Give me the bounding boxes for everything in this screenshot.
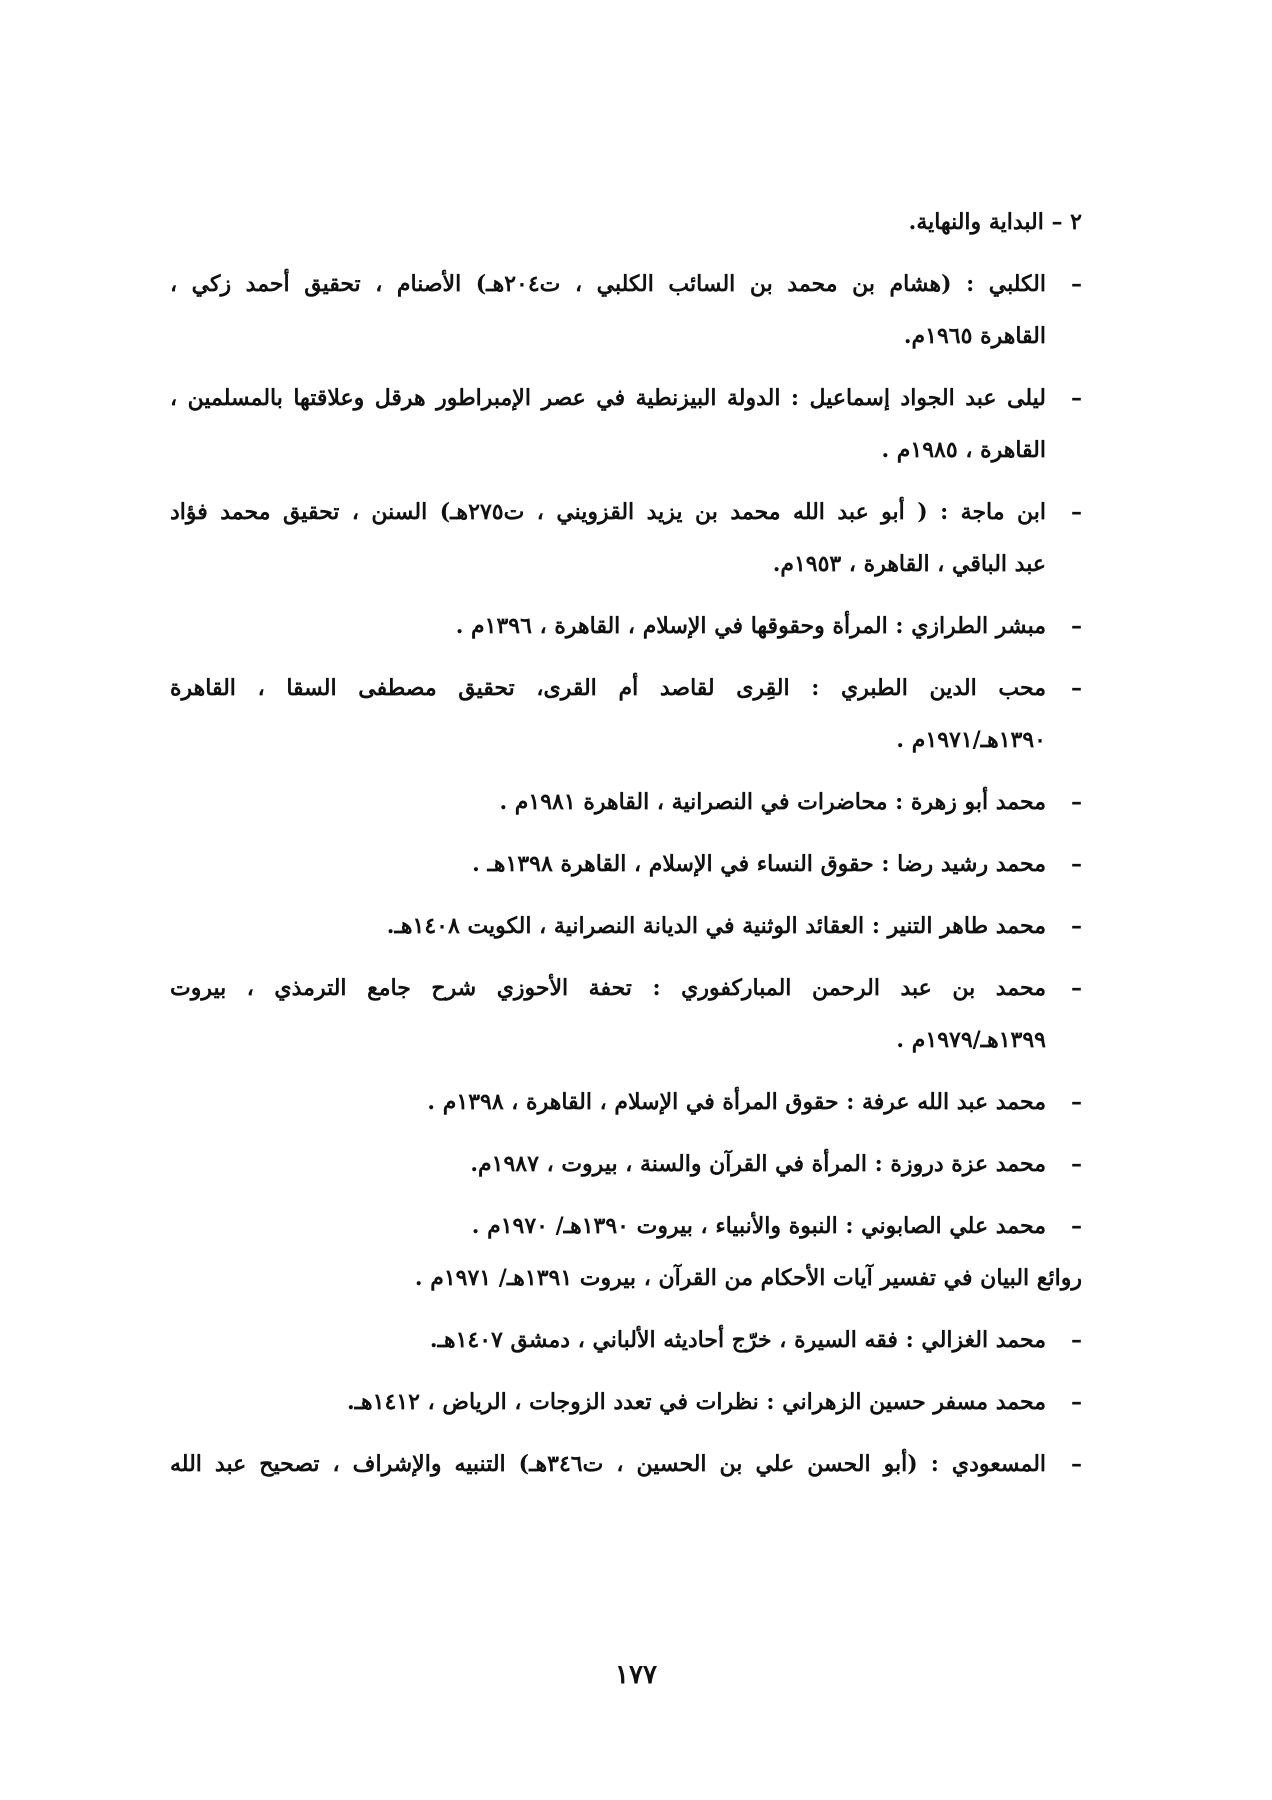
entry-line: محمد عبد الله عرفة : حقوق المرأة في الإسلام ، القاهرة ، ١٣٩٨م . <box>427 1089 1046 1115</box>
entry-line: ١٣٩٩هـ/١٩٧٩م . <box>896 1027 1046 1053</box>
entry-line: القاهرة ١٩٦٥م. <box>903 323 1046 349</box>
entry-line: مبشر الطرازي : المرأة وحقوقها في الإسلام ، القاهرة ، ١٣٩٦م . <box>455 613 1046 639</box>
bibliography-entry <box>170 258 1082 362</box>
bibliography-entry <box>170 1314 1082 1366</box>
dash-bullet: – <box>1071 913 1082 939</box>
entry-line: ابن ماجة : ( أبو عبد الله محمد بن يزيد القزويني ، ت٢٧٥هـ) السنن ، تحقيق محمد فؤاد <box>170 499 1046 525</box>
entry-line: محمد علي الصابوني : النبوة والأنبياء ، بيروت ١٣٩٠هـ/ ١٩٧٠م . <box>471 1213 1046 1239</box>
bibliography-entry <box>170 838 1082 890</box>
bibliography-entry <box>170 486 1082 590</box>
entry-line: محمد الغزالي : فقه السيرة ، خرّج أحاديثه الألباني ، دمشق ١٤٠٧هـ. <box>429 1327 1046 1353</box>
bibliography-entry <box>170 1076 1082 1128</box>
entry-line: المسعودي : (أبو الحسن علي بن الحسين ، ت٣٤٦هـ) التنبيه والإشراف ، تصحيح عبد الله <box>170 1451 1047 1477</box>
entry-line: محمد بن عبد الرحمن المباركفوري : تحفة الأحوزي شرح جامع الترمذي ، بيروت <box>170 975 1046 1001</box>
entry-line: ١٣٩٠هـ/١٩٧١م . <box>896 727 1046 753</box>
entry-line: محمد مسفر حسين الزهراني : نظرات في تعدد الزوجات ، الرياض ، ١٤١٢هـ. <box>346 1389 1046 1415</box>
bibliography-entry <box>170 1200 1082 1304</box>
dash-bullet: – <box>1071 385 1082 411</box>
dash-bullet: – <box>1071 1327 1082 1353</box>
dash-bullet: – <box>1071 1089 1082 1115</box>
dash-bullet: – <box>1071 613 1082 639</box>
entry-line: ليلى عبد الجواد إسماعيل : الدولة البيزنطية في عصر الإمبراطور هرقل وعلاقتها بالمسلمين ، <box>170 385 1046 411</box>
bibliography-entry <box>170 962 1082 1066</box>
dash-bullet: – <box>1071 675 1082 701</box>
dash-bullet: – <box>1071 851 1082 877</box>
entry-line: الكلبي : (هشام بن محمد بن السائب الكلبي ، ت٢٠٤هـ) الأصنام ، تحقيق أحمد زكي ، <box>170 271 1046 297</box>
page-number: ١٧٧ <box>615 1660 657 1690</box>
bibliography-entry <box>170 372 1082 476</box>
bibliography-entry <box>170 1438 1082 1490</box>
reference-text: ٢ – البداية والنهاية. <box>908 209 1082 235</box>
dash-bullet: – <box>1071 1389 1082 1415</box>
dash-bullet: – <box>1071 789 1082 815</box>
entry-line: القاهرة ، ١٩٨٥م . <box>881 437 1046 463</box>
entry-line: عبد الباقي ، القاهرة ، ١٩٥٣م. <box>772 551 1046 577</box>
entry-line: محمد أبو زهرة : محاضرات في النصرانية ، القاهرة ١٩٨١م . <box>499 789 1046 815</box>
entry-line: محمد طاهر التنير : العقائد الوثنية في الديانة النصرانية ، الكويت ١٤٠٨هـ. <box>386 913 1046 939</box>
bibliography-entry <box>170 1138 1082 1190</box>
entry-line: محمد رشيد رضا : حقوق النساء في الإسلام ، القاهرة ١٣٩٨هـ . <box>472 851 1046 877</box>
dash-bullet: – <box>1071 271 1082 297</box>
entry-line: روائع البيان في تفسير آيات الأحكام من القرآن ، بيروت ١٣٩١هـ/ ١٩٧١م . <box>414 1265 1082 1291</box>
dash-bullet: – <box>1071 975 1082 1001</box>
entry-line: محمد عزة دروزة : المرأة في القرآن والسنة ، بيروت ، ١٩٨٧م. <box>470 1151 1046 1177</box>
bibliography-entry <box>170 600 1082 652</box>
entry-line: محب الدين الطبري : القِرى لقاصد أم القرى، تحقيق مصطفى السقا ، القاهرة <box>170 675 1046 701</box>
bibliography-entry <box>170 1376 1082 1428</box>
dash-bullet: – <box>1071 1451 1082 1477</box>
dash-bullet: – <box>1071 1151 1082 1177</box>
numbered-reference <box>170 196 1082 248</box>
dash-bullet: – <box>1071 499 1082 525</box>
bibliography-entry <box>170 900 1082 952</box>
bibliography-entry <box>170 662 1082 766</box>
dash-bullet: – <box>1071 1213 1082 1239</box>
bibliography-list <box>170 196 1082 1500</box>
bibliography-entry <box>170 776 1082 828</box>
